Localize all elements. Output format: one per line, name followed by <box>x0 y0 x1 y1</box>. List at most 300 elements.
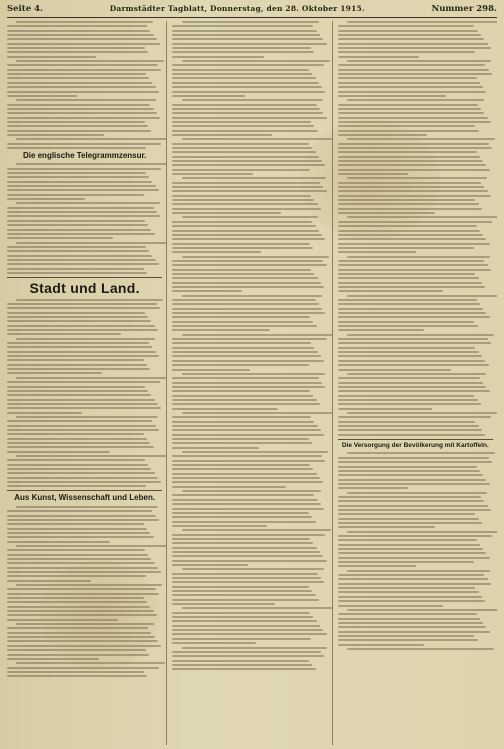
text-line <box>7 117 160 119</box>
text-line <box>172 499 317 501</box>
text-line <box>7 250 149 252</box>
text-line <box>7 325 155 327</box>
text-line <box>172 460 325 462</box>
text-line <box>16 377 166 379</box>
text-line <box>338 329 424 331</box>
text-line <box>7 468 151 470</box>
text-line <box>338 286 486 288</box>
text-line <box>172 199 314 201</box>
text-line <box>7 355 159 357</box>
text-line <box>7 390 148 392</box>
text-line <box>172 234 322 236</box>
text-line <box>7 481 161 483</box>
text-line <box>172 208 321 210</box>
text-line <box>7 558 151 560</box>
text-line <box>7 215 160 217</box>
text-line <box>172 190 326 192</box>
text-line <box>7 303 157 305</box>
text-line <box>7 412 82 414</box>
text-line <box>172 416 311 418</box>
text-line <box>172 351 317 353</box>
text-line <box>172 538 310 540</box>
text-line <box>338 587 476 589</box>
text-line <box>338 34 481 36</box>
text-line <box>338 104 478 106</box>
text-line <box>172 243 310 245</box>
text-block <box>7 506 162 677</box>
text-line <box>347 334 494 336</box>
text-line <box>338 121 491 123</box>
text-line <box>7 442 150 444</box>
text-line <box>172 494 314 496</box>
text-line <box>172 477 320 479</box>
text-line <box>172 203 317 205</box>
text-line <box>172 303 319 305</box>
text-line <box>172 438 309 440</box>
text-line <box>338 522 482 524</box>
text-line <box>338 212 435 214</box>
text-line <box>172 395 313 397</box>
text-line <box>347 570 490 572</box>
text-line <box>338 639 478 641</box>
text-line <box>7 316 148 318</box>
text-line <box>338 369 452 371</box>
text-line <box>338 290 444 292</box>
masthead-title: Darmstädter Tagblatt, Donnerstag, den 28. Oktober 1915. <box>109 4 365 13</box>
text-line <box>172 160 322 162</box>
text-line <box>172 56 264 58</box>
text-line <box>7 364 147 366</box>
text-line <box>172 594 315 596</box>
text-line <box>7 95 77 97</box>
text-line <box>7 420 152 422</box>
text-block <box>7 21 162 149</box>
text-line <box>7 268 144 270</box>
text-line <box>7 134 104 136</box>
text-line <box>338 195 491 197</box>
text-line <box>7 433 144 435</box>
text-line <box>7 82 152 84</box>
text-line <box>338 561 475 563</box>
text-line <box>172 134 272 136</box>
text-line <box>172 147 312 149</box>
text-line <box>7 91 159 93</box>
text-line <box>172 660 309 662</box>
text-line <box>172 390 310 392</box>
text-line <box>172 264 326 266</box>
text-line <box>338 390 490 392</box>
text-line <box>172 282 321 284</box>
text-line <box>172 525 267 527</box>
text-line <box>7 368 150 370</box>
text-line <box>338 260 485 262</box>
text-line <box>16 21 153 23</box>
text-line <box>7 272 147 274</box>
text-line <box>338 631 490 633</box>
text-line <box>338 386 487 388</box>
text-line <box>7 351 156 353</box>
text-line <box>347 373 486 375</box>
section-heading: Aus Kunst, Wissenschaft und Leben. <box>14 493 156 503</box>
text-block <box>338 452 493 649</box>
text-line <box>7 658 99 660</box>
text-line <box>172 125 314 127</box>
section-heading: Stadt und Land. <box>29 279 140 296</box>
text-line <box>172 69 309 71</box>
text-line <box>347 492 487 494</box>
text-line <box>172 73 312 75</box>
text-line <box>172 325 316 327</box>
text-line <box>7 640 158 642</box>
text-line <box>7 38 157 40</box>
text-line <box>7 649 146 651</box>
text-line <box>338 399 478 401</box>
text-line <box>338 591 479 593</box>
text-line <box>172 408 278 410</box>
text-line <box>338 25 475 27</box>
text-line <box>7 381 160 383</box>
text-line <box>172 555 323 557</box>
text-line <box>338 325 478 327</box>
text-line <box>338 618 480 620</box>
text-line <box>7 654 149 656</box>
text-line <box>338 243 490 245</box>
text-line <box>7 403 158 405</box>
text-line <box>338 470 480 472</box>
text-line <box>7 69 161 71</box>
text-line <box>7 601 147 603</box>
text-line <box>172 238 325 240</box>
text-line <box>338 160 483 162</box>
text-line <box>338 377 480 379</box>
text-line <box>7 407 161 409</box>
text-line <box>16 623 154 625</box>
text-line <box>338 578 488 580</box>
text-line <box>7 121 145 123</box>
text-line <box>172 25 313 27</box>
text-line <box>338 321 475 323</box>
text-line <box>7 224 148 226</box>
text-line <box>7 523 144 525</box>
text-line <box>7 229 151 231</box>
text-line <box>172 173 253 175</box>
text-line <box>338 429 482 431</box>
text-line <box>172 434 324 436</box>
text-line <box>182 451 329 453</box>
text-line <box>172 508 324 510</box>
text-line <box>7 429 159 431</box>
text-line <box>7 259 156 261</box>
text-line <box>172 182 320 184</box>
text-line <box>338 583 491 585</box>
text-line <box>338 164 487 166</box>
text-line <box>7 593 159 595</box>
text-line <box>172 91 325 93</box>
text-line <box>172 308 322 310</box>
text-line <box>172 82 319 84</box>
text-line <box>338 513 476 515</box>
text-line <box>338 95 446 97</box>
text-line <box>172 104 316 106</box>
text-line <box>172 269 311 271</box>
text-line <box>338 147 492 149</box>
text-line <box>7 464 148 466</box>
text-line <box>338 77 477 79</box>
text-line <box>172 547 316 549</box>
page-number: Seite 4. <box>7 4 43 14</box>
text-line <box>172 121 311 123</box>
text-line <box>7 571 161 573</box>
text-line <box>172 542 313 544</box>
text-line <box>172 47 311 49</box>
text-line <box>172 355 321 357</box>
text-line <box>7 307 160 309</box>
text-line <box>338 316 490 318</box>
text-line <box>338 613 477 615</box>
text-line <box>172 564 247 566</box>
text-line <box>16 584 161 586</box>
text-line <box>7 47 145 49</box>
text-line <box>7 108 154 110</box>
text-line <box>338 535 492 537</box>
text-line <box>16 202 159 204</box>
text-line <box>338 117 488 119</box>
text-line <box>7 597 144 599</box>
text-line <box>338 73 492 75</box>
text-line <box>338 635 475 637</box>
text-line <box>7 211 157 213</box>
text-line <box>338 479 487 481</box>
text-line <box>182 568 324 570</box>
text-block <box>338 21 493 436</box>
text-line <box>172 486 286 488</box>
text-line <box>7 185 156 187</box>
text-line <box>7 263 159 265</box>
text-line <box>338 487 408 489</box>
text-line <box>338 565 416 567</box>
text-line <box>182 334 333 336</box>
text-line <box>172 534 325 536</box>
text-line <box>172 642 256 644</box>
text-line <box>172 577 321 579</box>
text-line <box>7 181 152 183</box>
text-line <box>7 194 144 196</box>
text-line <box>172 664 312 666</box>
divider <box>7 277 162 278</box>
text-line <box>7 632 151 634</box>
text-line <box>347 531 497 533</box>
text-line <box>338 360 486 362</box>
text-line <box>338 199 476 201</box>
text-line <box>7 671 144 673</box>
text-line <box>7 675 147 677</box>
text-line <box>7 627 148 629</box>
text-line <box>7 333 121 335</box>
text-line <box>338 382 483 384</box>
text-line <box>182 295 322 297</box>
text-line <box>338 600 486 602</box>
text-line <box>347 412 497 414</box>
text-line <box>172 51 314 53</box>
text-line <box>338 221 492 223</box>
text-line <box>338 282 482 284</box>
text-line <box>338 425 479 427</box>
text-line <box>7 636 155 638</box>
text-line <box>172 369 250 371</box>
text-line <box>7 549 145 551</box>
text-line <box>338 457 489 459</box>
text-line <box>338 47 491 49</box>
text-line <box>338 509 491 511</box>
text-line <box>7 346 152 348</box>
text-line <box>338 299 477 301</box>
text-line <box>182 216 319 218</box>
text-line <box>172 473 316 475</box>
text-line <box>172 273 314 275</box>
text-line <box>7 528 147 530</box>
text-line <box>347 452 495 454</box>
divider <box>7 490 162 491</box>
text-line <box>338 86 483 88</box>
text-line <box>16 338 155 340</box>
text-line <box>7 532 150 534</box>
text-line <box>7 536 154 538</box>
text-line <box>338 173 408 175</box>
text-line <box>172 421 314 423</box>
text-line <box>7 34 154 36</box>
text-line <box>338 225 477 227</box>
text-line <box>338 151 477 153</box>
text-line <box>172 599 319 601</box>
text-line <box>7 56 96 58</box>
text-line <box>338 505 488 507</box>
text-line <box>338 125 476 127</box>
text-line <box>347 216 497 218</box>
text-line <box>182 99 323 101</box>
text-line <box>7 519 159 521</box>
text-line <box>172 521 315 523</box>
text-line <box>7 233 155 235</box>
text-line <box>16 416 158 418</box>
text-line <box>172 377 319 379</box>
text-line <box>172 321 313 323</box>
text-line <box>172 342 311 344</box>
text-line <box>172 403 320 405</box>
text-line <box>172 586 309 588</box>
text-line <box>172 629 323 631</box>
text-line <box>338 143 489 145</box>
text-line <box>172 603 275 605</box>
text-line <box>338 434 486 436</box>
text-line <box>7 130 151 132</box>
text-line <box>172 186 323 188</box>
text-line <box>7 425 156 427</box>
text-line <box>338 539 477 541</box>
text-line <box>172 312 325 314</box>
text-line <box>347 60 491 62</box>
text-line <box>182 412 333 414</box>
text-line <box>347 21 497 23</box>
text-line <box>172 64 324 66</box>
text-line <box>338 130 479 132</box>
text-line <box>172 43 326 45</box>
text-line <box>7 580 91 582</box>
text-line <box>338 56 419 58</box>
text-line <box>16 60 164 62</box>
text-line <box>338 169 490 171</box>
text-line <box>182 60 331 62</box>
text-line <box>182 529 332 531</box>
text-line <box>172 516 312 518</box>
text-line <box>338 82 480 84</box>
text-line <box>172 112 323 114</box>
text-line <box>338 230 480 232</box>
text-line <box>182 138 333 140</box>
text-line <box>182 607 333 609</box>
text-line <box>338 500 485 502</box>
text-line <box>338 644 424 646</box>
text-line <box>338 474 483 476</box>
text-line <box>338 251 416 253</box>
text-line <box>16 662 165 664</box>
text-line <box>7 372 102 374</box>
text-line <box>172 108 320 110</box>
text-line <box>172 651 321 653</box>
masthead <box>7 4 497 18</box>
text-line <box>338 557 490 559</box>
text-line <box>172 225 315 227</box>
text-line <box>172 503 321 505</box>
text-line <box>338 518 479 520</box>
text-line <box>7 562 155 564</box>
text-line <box>172 668 315 670</box>
text-line <box>7 394 151 396</box>
text-line <box>7 446 154 448</box>
text-line <box>172 481 323 483</box>
text-line <box>172 551 320 553</box>
text-line <box>7 619 118 621</box>
text-line <box>7 64 158 66</box>
text-line <box>7 30 150 32</box>
text-line <box>172 425 317 427</box>
text-line <box>338 342 491 344</box>
text-line <box>7 588 156 590</box>
text-line <box>172 512 309 514</box>
text-line <box>7 477 158 479</box>
text-line <box>338 277 479 279</box>
column-3 <box>338 21 497 745</box>
text-line <box>338 208 482 210</box>
text-line <box>338 156 480 158</box>
text-line <box>338 43 488 45</box>
text-line <box>338 312 487 314</box>
text-line <box>7 77 149 79</box>
text-line <box>16 299 163 301</box>
text-line <box>172 455 322 457</box>
text-line <box>338 269 491 271</box>
text-block <box>7 299 162 488</box>
text-line <box>16 242 167 244</box>
text-line <box>338 134 427 136</box>
text-line <box>338 416 491 418</box>
text-line <box>338 364 489 366</box>
text-line <box>338 69 489 71</box>
text-line <box>338 626 487 628</box>
text-line <box>7 189 159 191</box>
text-line <box>7 112 157 114</box>
text-line <box>347 609 497 611</box>
text-line <box>172 290 242 292</box>
